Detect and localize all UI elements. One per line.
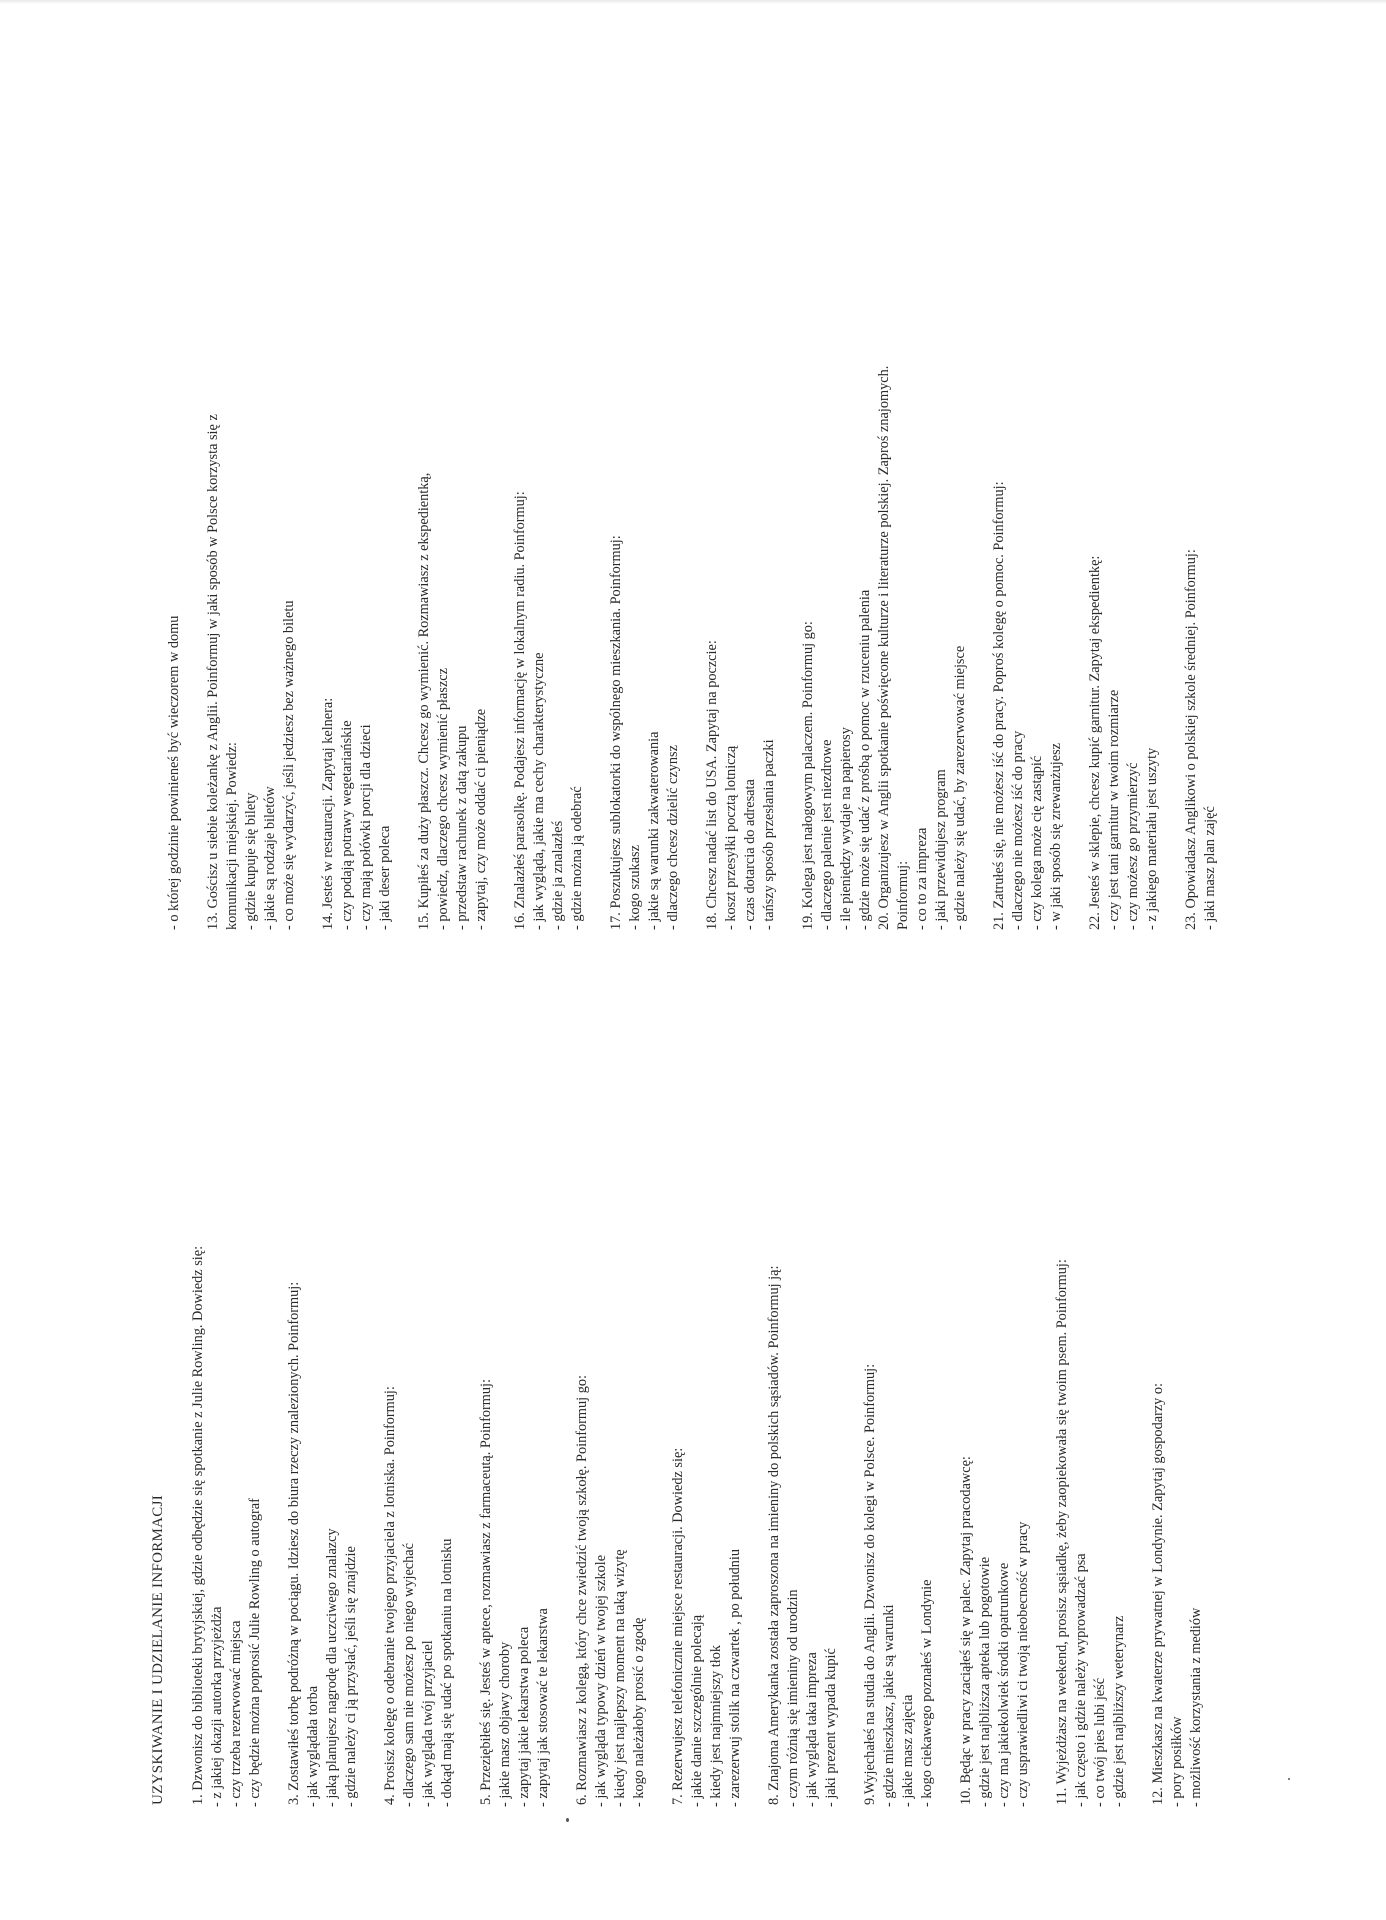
task-bullet: komunikacji miejskiej. Powiedz: (224, 742, 240, 930)
task-bullet: - co to za impreza (914, 827, 930, 930)
task-bullet: - koszt przesyłki pocztą lotniczą (723, 745, 739, 930)
task-bullet: - gdzie ja znalazłeś (550, 820, 566, 930)
task-prompt: 5. Przeziębiłeś się. Jesteś w aptece, rozmawiasz z farmaceutą. Poinformuj: (478, 1379, 494, 1805)
task-bullet: - kogo szukasz (627, 845, 643, 930)
document-title: UZYSKIWANIE I UDZIELANIE INFORMACJI (150, 1494, 166, 1805)
task-prompt: 10. Będąc w pracy zaciąłeś się w palec. Zapytaj pracodawcę: (958, 1456, 974, 1805)
task-prompt: 16. Znalazłeś parasolkę. Podajesz informację w lokalnym radiu. Poinformuj: (512, 491, 528, 930)
task-bullet: - jakie masz zajęcia (900, 1694, 916, 1807)
task-prompt: 19. Kolega jest nałogowym palaczem. Poinformuj go: (800, 621, 816, 930)
task-block (703, 70, 779, 930)
task-prompt: 6. Rozmawiasz z kolegą, który chce zwiedzić twoją szkołę. Poinformuj go: (574, 1375, 590, 1805)
task-bullet: - dlaczego palenie jest niezdrowe (819, 739, 835, 930)
left-column-content (150, 1060, 1226, 1920)
task-bullet: - jaki masz plan zajęć (1202, 806, 1218, 930)
task-bullet: - czy podają potrawy wegetariańskie (339, 720, 355, 930)
task-bullet: - jak wygląda, jakie ma cechy charakterystyczne (531, 652, 547, 930)
task-bullet: - jak wyglądała torba (305, 1685, 321, 1807)
task-block (381, 1060, 457, 1920)
task-bullet: - czy ma jakiekolwiek środki opatrunkowe (996, 1562, 1012, 1807)
task-bullet: - dlaczego nie możesz iść do pracy (1010, 730, 1026, 930)
task-prompt: 22. Jesteś w sklepie, chcesz kupić garnitur. Zapytaj ekspedientkę: (1087, 555, 1103, 930)
task-block (990, 70, 1066, 930)
task-bullet: - jakie są warunki zakwaterowania (646, 731, 662, 930)
task-bullet: - powiedz, dlaczego chcesz wymienić płaszcz (435, 668, 451, 930)
task-bullet: - kiedy jest najmniejszy tłok (708, 1645, 724, 1807)
task-bullet: - gdzie kupuje się bilety (243, 792, 259, 930)
task-prompt: 9.Wyjechałeś na studia do Anglii. Dzwonisz do kolegi w Polsce. Poinformuj: (862, 1363, 878, 1805)
right-column-content (165, 70, 1240, 930)
task-block (765, 1060, 841, 1920)
task-block (957, 1060, 1033, 1920)
task-bullet: - czy kolega może cię zastąpić (1029, 755, 1045, 930)
task-bullet: - kiedy jest najlepszy moment na taką wizytę (612, 1549, 628, 1807)
task-bullet: - dlaczego chcesz dzielić czynsz (665, 745, 681, 930)
task-bullet: - tańszy sposób przesłania paczki (761, 739, 777, 930)
task-bullet: - z jakiego materiału jest uszyty (1144, 747, 1160, 930)
task-prompt: 15. Kupiłeś za duży płaszcz. Chcesz go wymienić. Rozmawiasz z ekspedientką, (416, 472, 432, 930)
task-bullet: - jak często i gdzie należy wyprowadzać psa (1073, 1553, 1089, 1807)
task-block (319, 70, 395, 930)
task-bullet: - czy usprawiedliwi ci twoją nieobecność w pracy (1015, 1521, 1031, 1807)
task-bullet: - gdzie można ją odebrać (569, 786, 585, 930)
task-bullet: - jakie danie szczególnie polecają (689, 1614, 705, 1807)
task-bullet: - dokąd mają się udać po spotkaniu na lotnisku (439, 1538, 455, 1807)
task-bullet: - gdzie mieszkasz, jakie są warunki (881, 1604, 897, 1807)
task-bullet: - ile pieniędzy wydaje na papierosy (838, 727, 854, 930)
task-bullet: - jaki przewidujesz program (933, 769, 949, 930)
task-bullet: - czy mają połówki porcji dla dzieci (358, 724, 374, 930)
task-bullet: - jak wygląda typowy dzień w twojej szkole (593, 1554, 609, 1807)
task-bullet: - przedstaw rachunek z datą zakupu (454, 725, 470, 930)
task-prompt: 12. Mieszkasz na kwaterze prywatnej w Londynie. Zapytaj gospodarzy o: (1150, 1382, 1166, 1805)
task-bullet: - jaki deser poleca (377, 825, 393, 930)
task-block (669, 1060, 745, 1920)
task-block (285, 1060, 361, 1920)
task-bullet: - pory posiłków (1169, 1716, 1185, 1807)
task-prompt: 21. Zatrułeś się, nie możesz iść do pracy. Poproś kolegę o pomoc. Poinformuj: (991, 481, 1007, 930)
left-column (0, 1060, 1386, 1920)
task-block (415, 70, 491, 930)
task-bullet: - gdzie należy ci ją przysłać, jeśli się znajdzie (343, 1546, 359, 1807)
task-bullet: - zapytaj, czy może oddać ci pieniądze (473, 708, 489, 930)
task-bullet: - kogo ciekawego poznałeś w Londynie (919, 1579, 935, 1807)
task-block (1053, 1060, 1129, 1920)
task-bullet: - zapytaj jak stosować te lekarstwa (535, 1608, 551, 1807)
scan-speck (1288, 1778, 1290, 1780)
task-bullet: - co może się wydarzyć, jeśli jedziesz bez ważnego biletu (281, 600, 297, 930)
task-block (511, 70, 587, 930)
task-bullet: 20. Organizujesz w Anglii spotkanie poświęcone kulturze i literaturze polskiej. Zaproś znajomych. (876, 365, 892, 930)
task-bullet: - jaką planujesz nagrodę dla uczciwego znalazcy (324, 1528, 340, 1807)
continuation-line: - o której godzinie powinieneś być wieczorem w domu (166, 615, 182, 930)
task-bullet: - gdzie należy się udać, by zarezerwować miejsce (952, 645, 968, 930)
task-bullet: - gdzie jest najbliższy weterynarz (1111, 1615, 1127, 1807)
task-bullet: - czy jest tani garnitur w twoim rozmiarze (1106, 689, 1122, 930)
task-bullet: - zapytaj jakie lekarstwa poleca (516, 1626, 532, 1807)
task-block (204, 70, 299, 930)
scan-speck (566, 1818, 569, 1822)
task-bullet: - gdzie może się udać z prośbą o pomoc w rzuceniu palenia (857, 589, 873, 930)
task-block (573, 1060, 649, 1920)
task-bullet: - czas dotarcia do adresata (742, 779, 758, 930)
task-bullet: - gdzie jest najbliższa apteka lub pogotowie (977, 1556, 993, 1807)
right-column (0, 70, 1386, 930)
task-bullet: - w jaki sposób się zrewanżujesz (1048, 743, 1064, 930)
task-bullet: - zarezerwuj stolik na czwartek , po południu (727, 1548, 743, 1807)
task-prompt: 23. Opowiadasz Anglikowi o polskiej szkole średniej. Poinformuj: (1183, 549, 1199, 930)
task-prompt: 17. Poszukujesz sublokatorki do wspólnego mieszkania. Poinformuj: (608, 535, 624, 930)
task-bullet: - możliwość korzystania z mediów (1188, 1607, 1204, 1807)
task-prompt: 14. Jesteś w restauracji. Zapytaj kelnera: (320, 697, 336, 930)
task-bullet: - jakie są rodzaje biletów (262, 786, 278, 930)
task-prompt: 1. Dzwonisz do biblioteki brytyjskiej, gdzie odbędzie się spotkanie z Julie Rowling. Dowiedz się: (190, 1245, 206, 1805)
task-bullet: - jakie masz objawy choroby (497, 1641, 513, 1807)
continuation-block (165, 70, 184, 930)
task-prompt: 4. Prosisz kolegę o odebranie twojego przyjaciela z lotniska. Poinformuj: (382, 1386, 398, 1805)
task-bullet: - jak wygląda twój przyjaciel (420, 1640, 436, 1807)
task-bullet: - czy będzie można poprosić Julie Rowling o autograf (247, 1498, 263, 1807)
task-prompt: 8. Znajoma Amerykanka została zaproszona na imieniny do polskich sąsiadów. Poinformuj ją: (766, 1265, 782, 1805)
task-block (1086, 70, 1162, 930)
task-block (1182, 70, 1220, 930)
task-bullet: - jaki prezent wypada kupić (823, 1648, 839, 1807)
task-bullet: - z jakiej okazji autorka przyjeżdża (209, 1606, 225, 1807)
task-prompt: 3. Zostawiłeś torbę podróżną w pociągu. Idziesz do biura rzeczy znalezionych. Poinformuj: (286, 1281, 302, 1805)
task-bullet: - czym różnią się imieniny od urodzin (785, 1589, 801, 1807)
task-bullet: - jak wygląda taka impreza (804, 1652, 820, 1807)
task-prompt: 13. Gościsz u siebie koleżankę z Anglii. Poinformuj w jaki sposób w Polsce korzysta się z (205, 414, 221, 930)
task-block (1149, 1060, 1206, 1920)
task-prompt: 11. Wyjeżdżasz na weekend, prosisz sąsiadkę, żeby zaopiekowała się twoim psem. Poinformuj: (1054, 1259, 1070, 1805)
task-bullet: - czy trzeba rezerwować miejsca (228, 1620, 244, 1807)
task-bullet: - dlaczego sam nie możesz po niego wyjechać (401, 1543, 417, 1807)
task-bullet: - czy możesz go przymierzyć (1125, 762, 1141, 930)
task-bullet: - kogo należałoby prosić o zgodę (631, 1617, 647, 1807)
task-block (189, 1060, 265, 1920)
task-block (861, 1060, 937, 1920)
task-bullet: - co twój pies lubi jeść (1092, 1677, 1108, 1807)
task-bullet: Poinformuj: (895, 860, 911, 930)
task-block (607, 70, 683, 930)
task-block (799, 70, 970, 930)
task-prompt: 7. Rezerwujesz telefonicznie miejsce restauracji. Dowiedz się: (670, 1447, 686, 1805)
task-block (477, 1060, 553, 1920)
task-prompt: 18. Chcesz nadać list do USA. Zapytaj na poczcie: (704, 640, 720, 930)
